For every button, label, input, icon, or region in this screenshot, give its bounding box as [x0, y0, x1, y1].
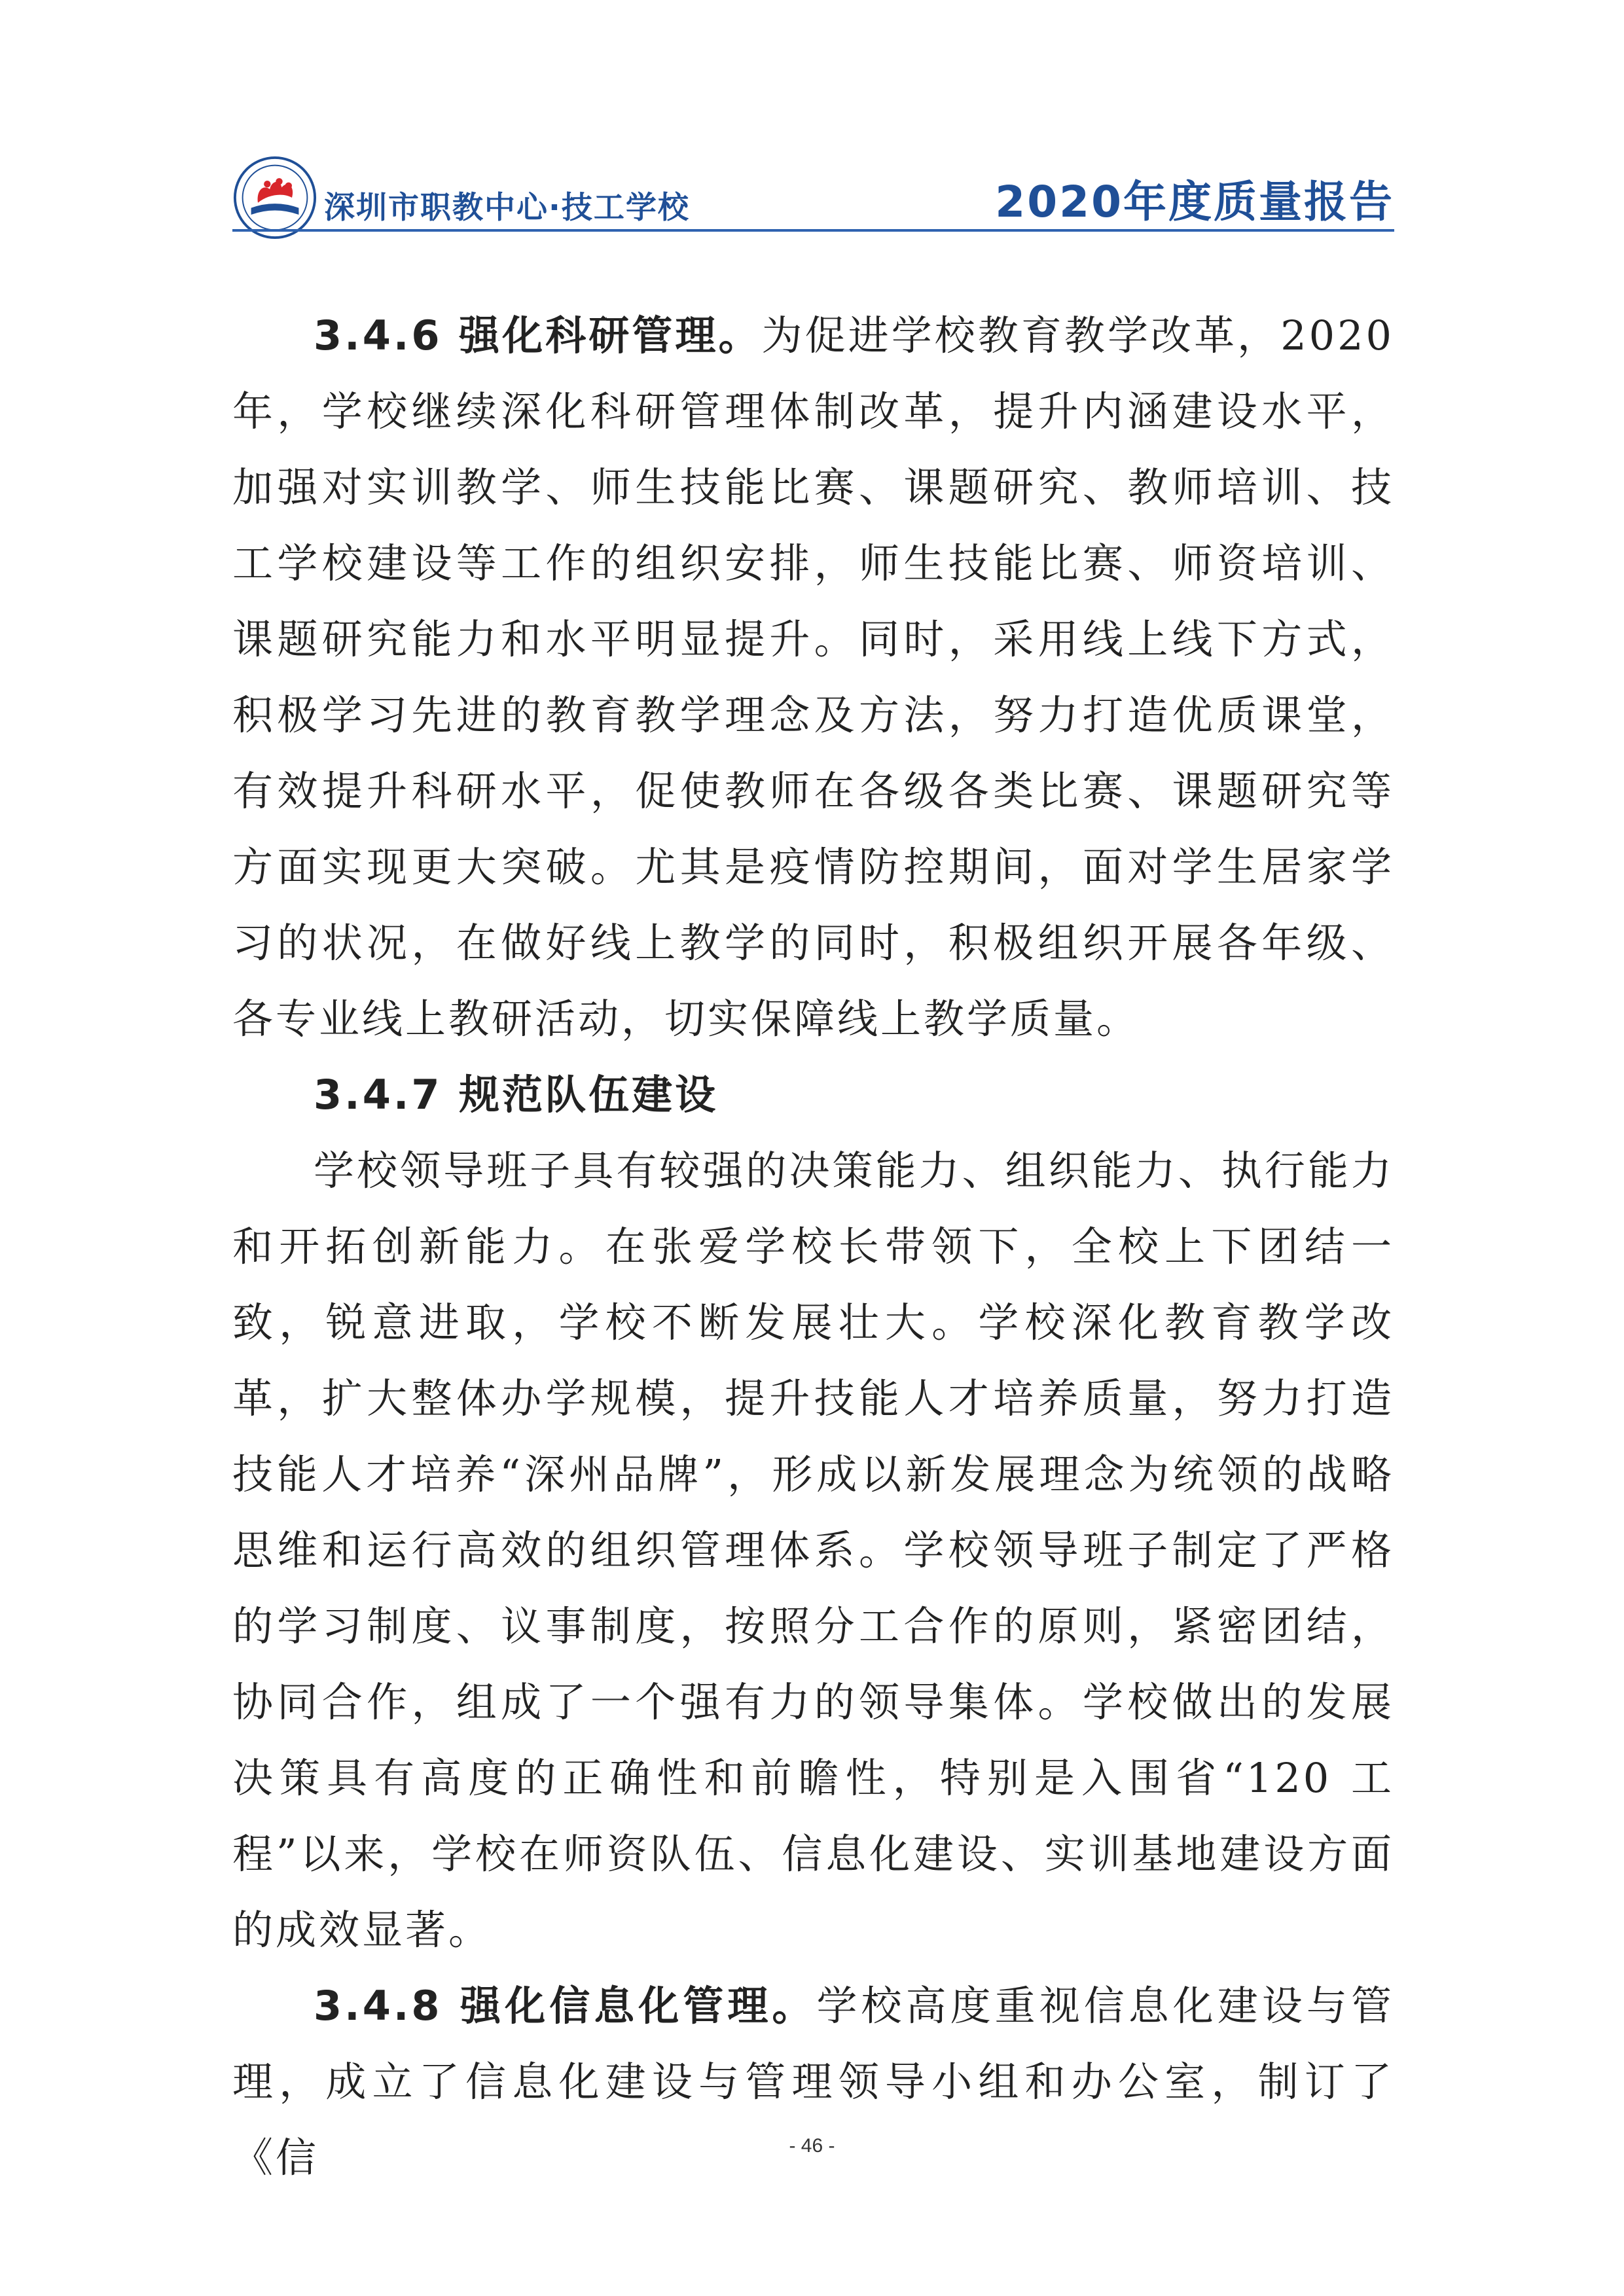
section-heading: 3.4.6 强化科研管理。 [314, 312, 762, 359]
section-body: 学校领导班子具有较强的决策能力、组织能力、执行能力和开拓创新能力。在张爱学校长带领下，全校上下团结一致，锐意进取，学校不断发展壮大。学校深化教育教学改革，扩大整体办学规模，提升技能人才培养质量，努力打造技能人才培养“深州品牌”，形成以新发展理念为统领的战略思维和运行高效的组织管理体系。学校领导班子制定了严格的学习制度、议事制度，按照分工合作的原则，紧密团结，协同合作，组成了一个强有力的领导集体。学校做出的发展决策具有高度的正确性和前瞻性，特别是入围省“120 工程”以来，学校在师资队伍、信息化建设、实训基地建设方面的成效显著。 [232, 1147, 1394, 1954]
section-informatization [232, 1968, 1394, 2196]
section-research-management [232, 298, 1394, 1057]
school-emblem-icon [232, 155, 317, 240]
section-heading: 3.4.7 规范队伍建设 [314, 1071, 719, 1119]
page-header [232, 147, 1394, 226]
school-name: 深圳市职教中心·技工学校 [324, 190, 690, 226]
page-number: - 46 - [789, 2135, 835, 2157]
header-divider [232, 229, 1394, 232]
section-body: 为促进学校教育教学改革，2020年，学校继续深化科研管理体制改革，提升内涵建设水平，加强对实训教学、师生技能比赛、课题研究、教师培训、技工学校建设等工作的组织安排，师生技能比赛、师资培训、课题研究能力和水平明显提升。同时，采用线上线下方式，积极学习先进的教育教学理念及方法，努力打造优质课堂，有效提升科研水平，促使教师在各级各类比赛、课题研究等方面实现更大突破。尤其是疫情防控期间，面对学生居家学习的状况，在做好线上教学的同时，积极组织开展各年级、各专业线上教研活动，切实保障线上教学质量。 [232, 312, 1394, 1043]
report-title: 2020年度质量报告 [995, 177, 1394, 227]
section-body: 学校高度重视信息化建设与管理，成立了信息化建设与管理领导小组和办公室，制订了《信 [232, 1982, 1394, 2181]
document-body [232, 298, 1394, 2196]
section-heading: 3.4.8 强化信息化管理。 [314, 1982, 817, 2030]
